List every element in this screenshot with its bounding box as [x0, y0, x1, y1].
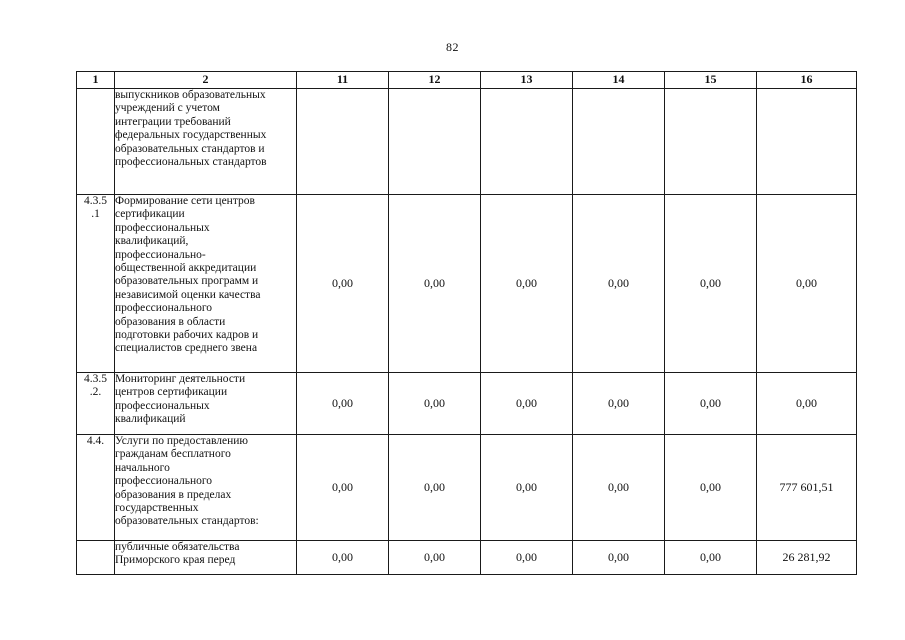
- value-cell: 0,00: [389, 195, 481, 373]
- value-cell: 26 281,92: [757, 541, 857, 575]
- row-number: 4.4.: [77, 435, 115, 541]
- value-cell: 0,00: [665, 541, 757, 575]
- value-cell: 0,00: [297, 435, 389, 541]
- row-number: [77, 89, 115, 195]
- value-cell: 0,00: [757, 373, 857, 435]
- value-cell: 0,00: [665, 195, 757, 373]
- table-row: [77, 89, 857, 195]
- column-header: 2: [115, 72, 297, 89]
- value-cell: 0,00: [573, 541, 665, 575]
- value-cell: 0,00: [481, 195, 573, 373]
- row-description: Формирование сети центров сертификации профессиональных квалификаций, профессионально- общественной аккредитации образовательных программ и независимой оценки качества профессионального образования в области подготовки рабочих кадров и специалистов среднего звена: [115, 195, 297, 373]
- header-row: [77, 72, 857, 89]
- value-cell: [573, 89, 665, 195]
- column-header: 13: [481, 72, 573, 89]
- value-cell: 0,00: [573, 373, 665, 435]
- table-row: [77, 435, 857, 541]
- value-cell: 0,00: [297, 195, 389, 373]
- value-cell: 0,00: [389, 435, 481, 541]
- value-cell: 0,00: [481, 541, 573, 575]
- column-header: 16: [757, 72, 857, 89]
- value-cell: [297, 89, 389, 195]
- page-number: 82: [446, 40, 459, 54]
- value-cell: [757, 89, 857, 195]
- row-number: 4.3.5 .1: [77, 195, 115, 373]
- row-description: Мониторинг деятельности центров сертификации профессиональных квалификаций: [115, 373, 297, 435]
- value-cell: 0,00: [665, 435, 757, 541]
- value-cell: 0,00: [665, 373, 757, 435]
- value-cell: 777 601,51: [757, 435, 857, 541]
- value-cell: 0,00: [389, 541, 481, 575]
- column-header: 1: [77, 72, 115, 89]
- value-cell: 0,00: [481, 373, 573, 435]
- table-row: [77, 373, 857, 435]
- column-header: 12: [389, 72, 481, 89]
- value-cell: [389, 89, 481, 195]
- value-cell: 0,00: [573, 195, 665, 373]
- value-cell: 0,00: [389, 373, 481, 435]
- value-cell: 0,00: [573, 435, 665, 541]
- row-number: 4.3.5 .2.: [77, 373, 115, 435]
- row-description: публичные обязательства Приморского края перед: [115, 541, 297, 575]
- table-row: [77, 195, 857, 373]
- row-description: выпускников образовательных учреждений с учетом интеграции требований федеральных государственных образовательных стандартов и профессиональных стандартов: [115, 89, 297, 195]
- value-cell: [665, 89, 757, 195]
- value-cell: [481, 89, 573, 195]
- row-description: Услуги по предоставлению гражданам бесплатного начального профессионального образования в пределах государственных образовательных стандартов:: [115, 435, 297, 541]
- row-number: [77, 541, 115, 575]
- budget-table: [76, 71, 857, 575]
- column-header: 11: [297, 72, 389, 89]
- value-cell: 0,00: [297, 373, 389, 435]
- column-header: 14: [573, 72, 665, 89]
- column-header: 15: [665, 72, 757, 89]
- value-cell: 0,00: [481, 435, 573, 541]
- value-cell: 0,00: [297, 541, 389, 575]
- table-row: [77, 541, 857, 575]
- value-cell: 0,00: [757, 195, 857, 373]
